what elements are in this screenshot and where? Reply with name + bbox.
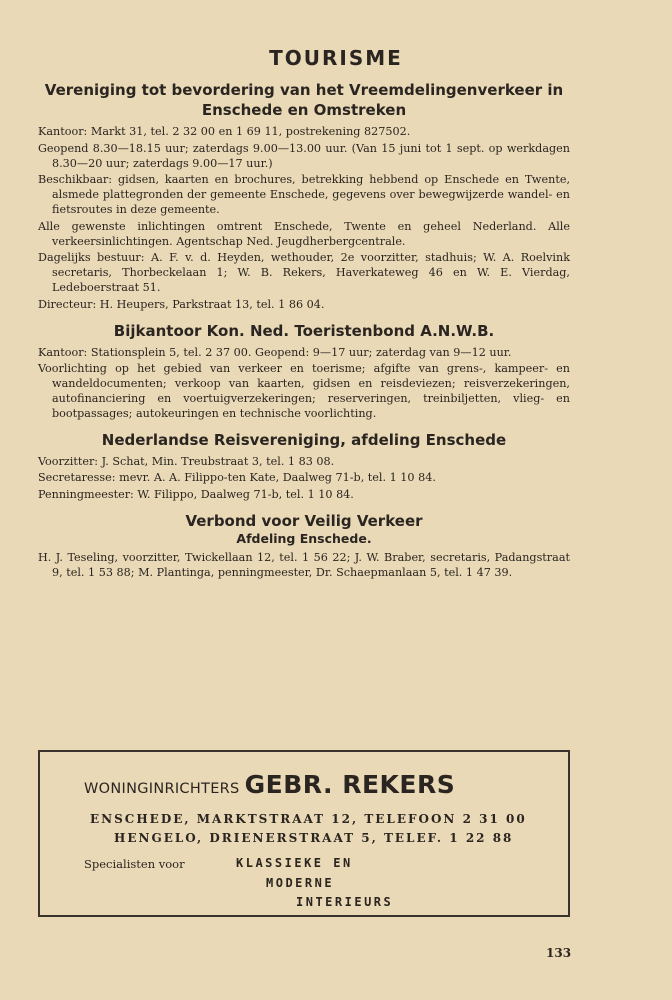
vvv-board: Dagelijks bestuur: A. F. v. d. Heyden, wethouder, 2e voorzitter, stadhuis; W. A. Roelvink secretaris, Thorbeckelaan 1; W. B. Rekers, Haverkateweg 46 en W. E. Vierdag, Ledeboerstraat 51.	[38, 251, 570, 294]
ad-style-modern: MODERNE	[266, 876, 335, 890]
vvv-heading-line2: Enschede en Omstreken	[201, 101, 407, 119]
ad-style-classic: KLASSIEKE EN	[236, 856, 353, 870]
content	[38, 80, 570, 583]
advertisement-box	[38, 750, 570, 917]
ad-lead: WONINGINRICHTERS	[84, 781, 240, 797]
anwb-services: Voorlichting op het gebied van verkeer en toerisme; afgifte van grens-, kampeer- en wandeldocumenten; verkoop van kaarten, gidsen en reisdeviezen; reisverzekeringen, autofinanciering en voertuigverzekeringen; reserveringen, treinbiljetten, vlieg- en bootpassages; autokeuringen en technische voorlichting.	[38, 362, 570, 420]
section-vvk	[38, 511, 570, 581]
vvv-info: Alle gewenste inlichtingen omtrent Enschede, Twente en geheel Nederland. Alle verkeersinlichtingen. Agentschap Ned. Jeugdherbergcentrale.	[38, 219, 570, 248]
anwb-heading: Bijkantoor Kon. Ned. Toeristenbond A.N.W.B.	[113, 321, 495, 340]
nrv-treasurer: Penningmeester: W. Filippo, Daalweg 71-b, tel. 1 10 84.	[38, 488, 354, 502]
vvv-office: Kantoor: Markt 31, tel. 2 32 00 en 1 69 11, postrekening 827502.	[38, 125, 411, 138]
section-vvv	[38, 80, 570, 313]
vvk-board: H. J. Teseling, voorzitter, Twickellaan 12, tel. 1 56 22; J. W. Braber, secretaris, Padangstraat 9, tel. 1 53 88; M. Plantinga, penningmeester, Dr. Schaepmanlaan 5, tel. 1 47 39.	[38, 550, 570, 579]
nrv-heading: Nederlandse Reisvereniging, afdeling Enschede	[101, 430, 507, 449]
vvv-heading-line1: Vereniging tot bevordering van het Vreemdelingenverkeer in	[44, 81, 564, 99]
page-number: 133	[546, 946, 572, 960]
section-anwb	[38, 321, 570, 422]
ad-address-enschede: ENSCHEDE, MARKTSTRAAT 12, TELEFOON 2 31 00	[90, 812, 527, 826]
ad-specialists: Specialisten voor	[84, 857, 185, 871]
nrv-secretary: Secretaresse: mevr. A. A. Filippo-ten Kate, Daalweg 71-b, tel. 1 10 84.	[38, 471, 436, 485]
page-title: TOURISME	[269, 46, 403, 70]
anwb-office: Kantoor: Stationsplein 5, tel. 2 37 00. Geopend: 9—17 uur; zaterdag van 9—12 uur.	[38, 345, 512, 359]
ad-style-interiors: INTERIEURS	[296, 895, 394, 909]
section-nrv	[38, 430, 570, 503]
ad-address-hengelo: HENGELO, DRIENERSTRAAT 5, TELEF. 1 22 88	[114, 831, 514, 845]
vvv-available: Beschikbaar: gidsen, kaarten en brochures, betrekking hebbend op Enschede en Twente, alsmede plattegronden der gemeente Enschede, gegevens over bewegwijzerde wandel- en fietsroutes in deze gemeente.	[38, 173, 570, 216]
vvk-heading: Verbond voor Veilig Verkeer	[185, 511, 423, 530]
nrv-chair: Voorzitter: J. Schat, Min. Treubstraat 3, tel. 1 83 08.	[38, 454, 335, 468]
vvv-director: Directeur: H. Heupers, Parkstraat 13, tel. 1 86 04.	[38, 297, 325, 311]
ad-header	[84, 770, 455, 799]
ad-brand: GEBR. REKERS	[244, 770, 456, 799]
vvv-hours: Geopend 8.30—18.15 uur; zaterdags 9.00—13.00 uur. (Van 15 juni tot 1 sept. op werkdagen 8.30—20 uur; zaterdags 9.00—17 uur.)	[38, 141, 570, 170]
vvk-subheading: Afdeling Enschede.	[236, 530, 372, 546]
